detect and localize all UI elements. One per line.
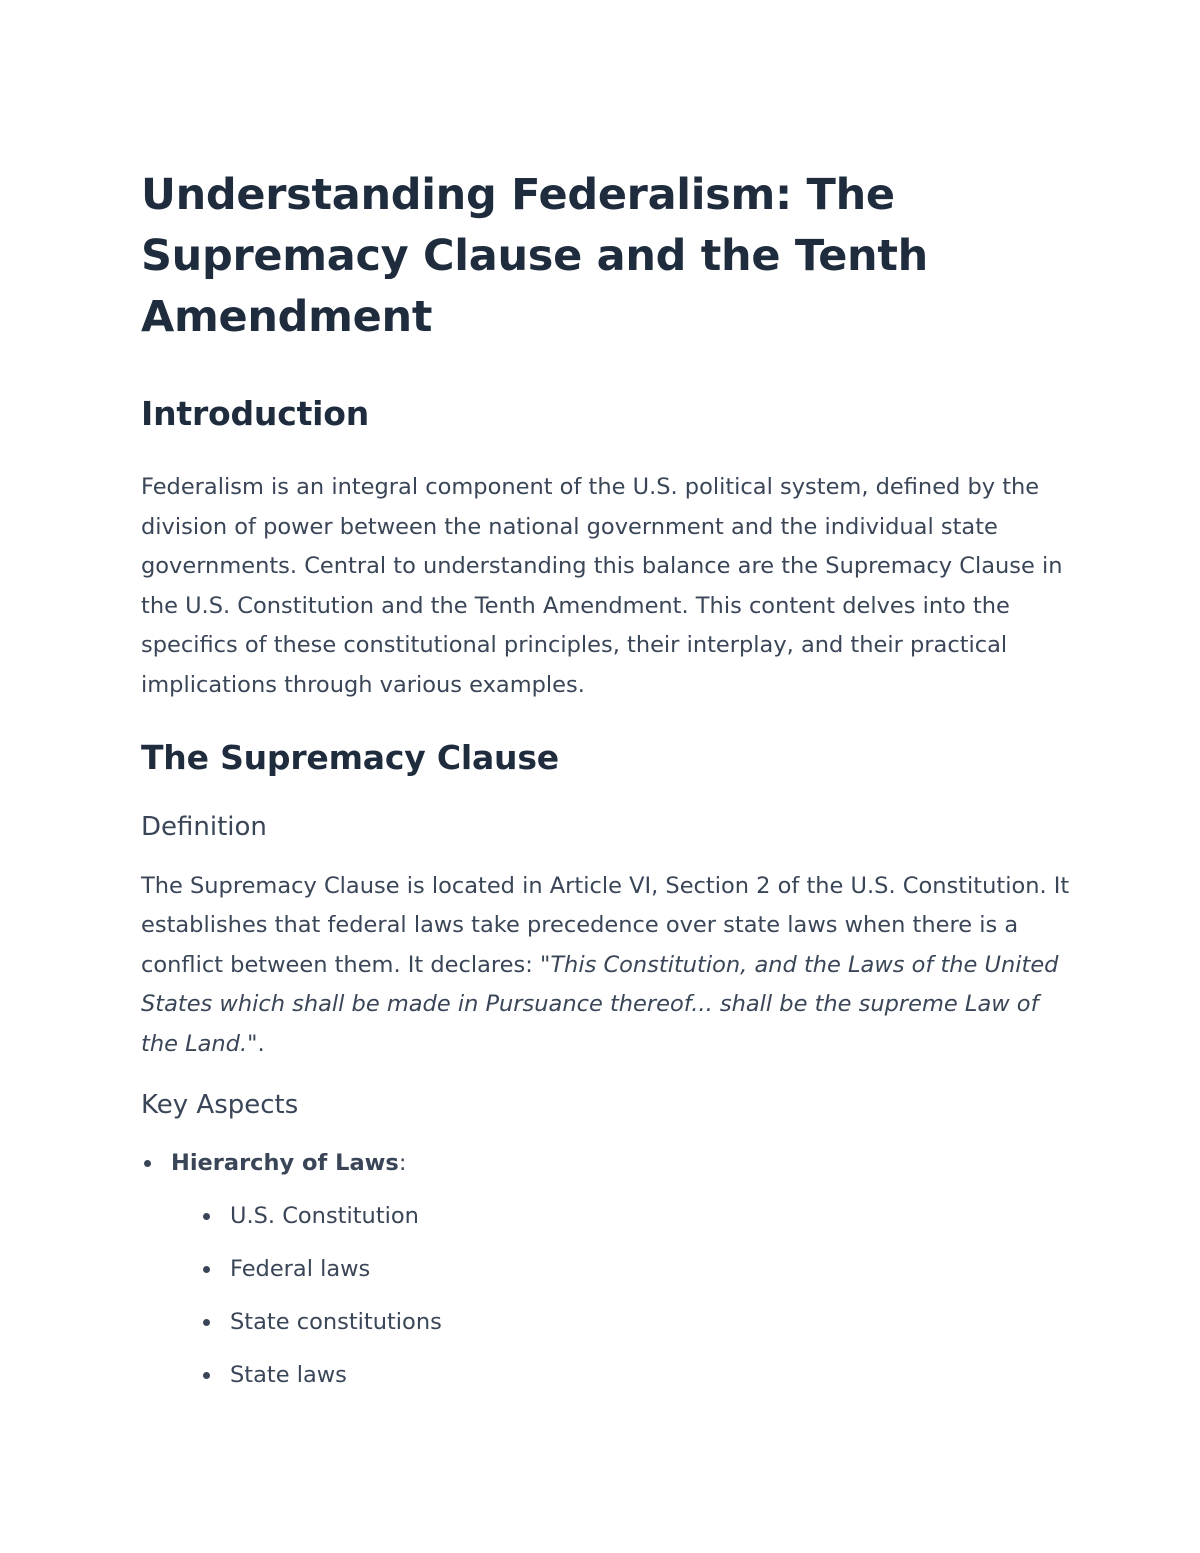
list-item xyxy=(201,1201,1071,1231)
bullet-icon xyxy=(203,1319,210,1326)
introduction-heading: Introduction xyxy=(141,394,370,433)
bullet-icon xyxy=(203,1213,210,1220)
definition-text: The Supremacy Clause is located in Article VI, Section 2 of the U.S. Constitution. It establishes that federal laws take precedence over state laws when there is a conflict between them. It declares: xyxy=(141,872,1070,978)
list-item xyxy=(201,1360,1071,1390)
list-item-suffix: : xyxy=(398,1149,407,1176)
hierarchy-sublist xyxy=(201,1201,1071,1390)
constitution-quote: "This Constitution, and the Laws of the United States which shall be made in Pursuance thereof... shall be the supreme Law of the Land." xyxy=(141,951,1059,1057)
list-item xyxy=(141,1148,1071,1390)
definition-paragraph xyxy=(141,867,1071,1065)
key-aspects-heading: Key Aspects xyxy=(141,1089,299,1120)
introduction-paragraph: Federalism is an integral component of the U.S. political system, defined by the division of power between the national government and the individual state governments. Central to understanding this balance are the Supremacy Clause in the U.S. Constitution and the Tenth Amendment. This content delves into the specifics of these constitutional principles, their interplay, and their practical implications through various examples. xyxy=(141,474,1063,698)
bullet-icon xyxy=(203,1372,210,1379)
list-item xyxy=(201,1254,1071,1284)
page-title: Understanding Federalism: The Supremacy Clause and the Tenth Amendment xyxy=(141,170,928,342)
supremacy-clause-heading: The Supremacy Clause xyxy=(141,737,559,777)
key-aspects-list xyxy=(141,1148,1071,1390)
list-item-label: U.S. Constitution xyxy=(230,1202,419,1229)
list-item xyxy=(201,1307,1071,1337)
bullet-icon xyxy=(144,1160,151,1167)
list-item-label: Federal laws xyxy=(230,1255,371,1282)
definition-heading: Definition xyxy=(141,811,267,842)
list-item-label: Hierarchy of Laws xyxy=(171,1149,399,1176)
definition-end: . xyxy=(257,1030,265,1057)
list-item-label: State constitutions xyxy=(230,1308,442,1335)
bullet-icon xyxy=(203,1266,210,1273)
list-item-label: State laws xyxy=(230,1361,347,1388)
document-page xyxy=(141,165,1071,1413)
